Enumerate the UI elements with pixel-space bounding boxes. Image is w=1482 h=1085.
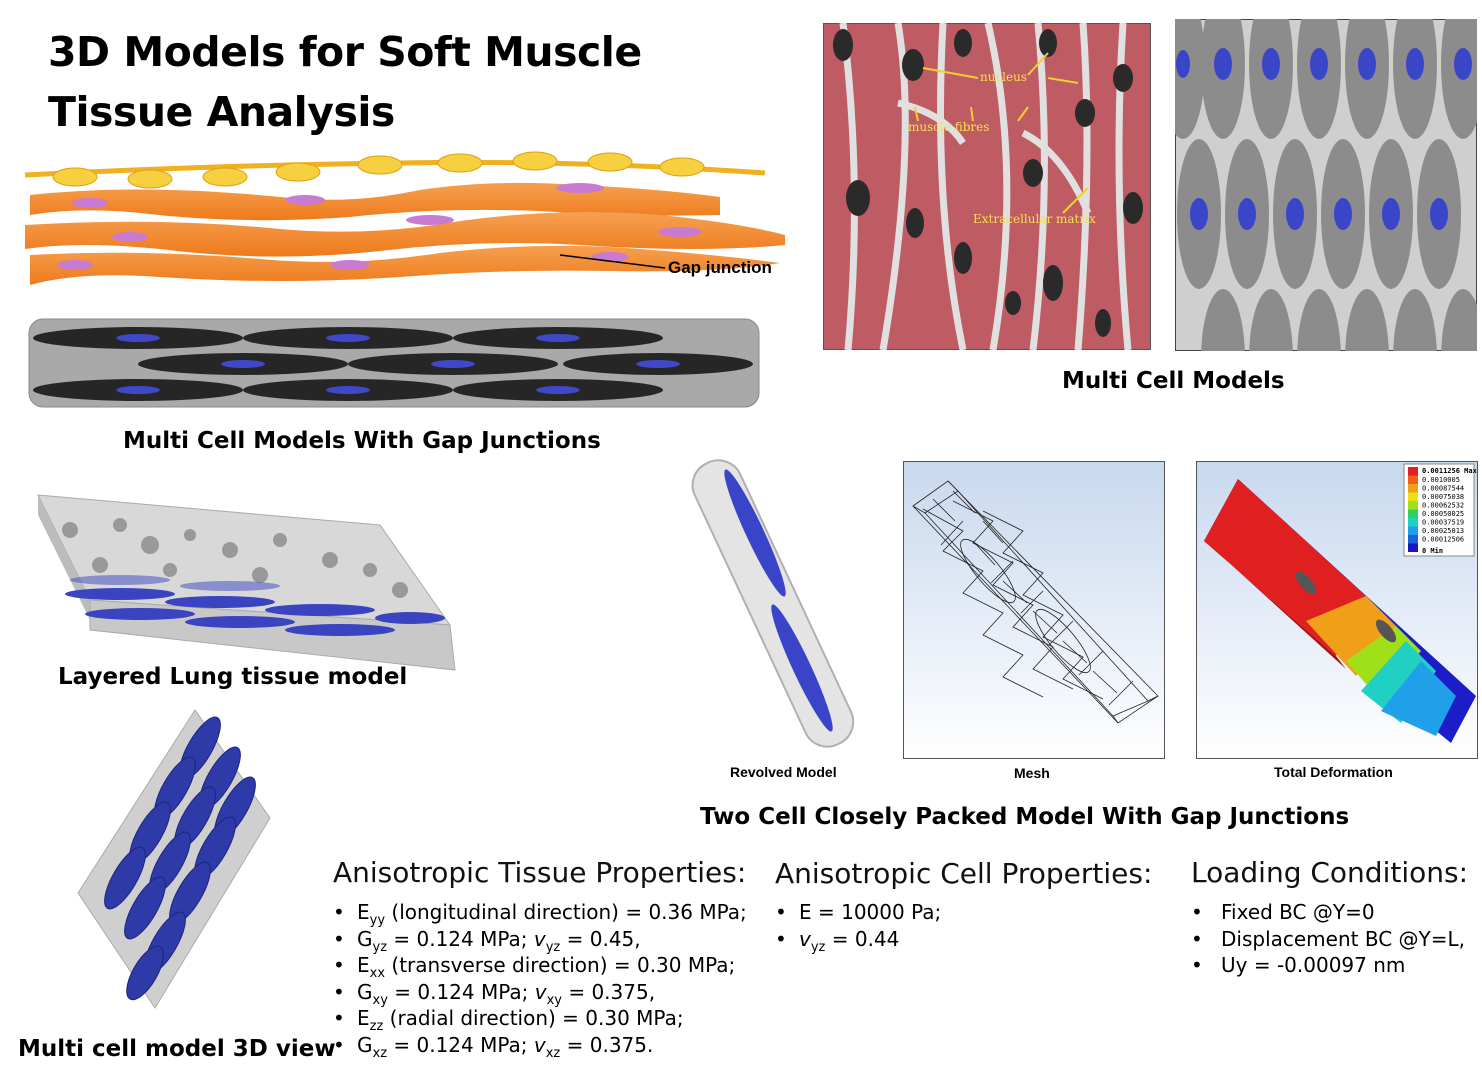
- mesh-figure: [903, 461, 1165, 759]
- tissue-properties-heading: Anisotropic Tissue Properties:: [333, 856, 747, 889]
- list-item: • Fixed BC @Y=0: [1191, 899, 1465, 926]
- legend-min: 0 Min: [1422, 547, 1444, 555]
- revolved-model-figure: [670, 458, 882, 758]
- caption-mesh: Mesh: [1014, 765, 1050, 781]
- caption-multi-cell-gap: Multi Cell Models With Gap Junctions: [123, 428, 601, 454]
- caption-layered-lung: Layered Lung tissue model: [58, 664, 408, 690]
- legend-value: 0.00025013: [1422, 527, 1465, 535]
- list-item: • $E_{zz}$ (radial direction) = 0.30 MPa;: [333, 1005, 747, 1032]
- legend-value: 0.00037519: [1422, 518, 1465, 527]
- page-title: 3D Models for Soft Muscle Tissue Analysis: [48, 28, 642, 136]
- legend-swatch: [1408, 501, 1418, 510]
- muscle-fibres-label: muscle fibres: [908, 120, 990, 134]
- total-deformation-figure: [1196, 461, 1478, 759]
- legend-value: 0.00050025: [1422, 510, 1465, 518]
- gap-junction-label: Gap junction: [668, 258, 772, 277]
- legend-swatch: [1408, 467, 1418, 476]
- legend-max: 0.0011256 Max: [1422, 467, 1477, 475]
- list-item: • $G_{xy} = 0.124$ MPa; $v_{xy} = 0.375$,: [333, 979, 747, 1006]
- caption-multi-cell-3d: Multi cell model 3D view: [18, 1036, 336, 1062]
- list-item: • E = 10000 Pa;: [775, 899, 941, 926]
- legend-swatch: [1408, 510, 1418, 519]
- legend-value: 0.00062532: [1422, 501, 1465, 510]
- legend-swatch: [1408, 518, 1418, 527]
- multi-cell-3d-view-figure: [75, 708, 275, 1013]
- legend-swatch: [1408, 544, 1418, 553]
- legend-swatch: [1408, 476, 1418, 485]
- tissue-properties-list: [333, 899, 747, 1061]
- caption-total-deformation: Total Deformation: [1274, 764, 1393, 780]
- legend-swatch: [1408, 527, 1418, 536]
- legend-value: 0.00087544: [1422, 484, 1465, 493]
- cell-properties-list: [775, 899, 942, 955]
- list-item: • $G_{yz} = 0.124$ MPa; $v_{yz} = 0.45$,: [333, 926, 747, 953]
- loading-conditions-heading: Loading Conditions:: [1191, 856, 1469, 889]
- caption-two-cell: Two Cell Closely Packed Model With Gap Junctions: [700, 804, 1350, 830]
- ecm-label: Extracellular matrix: [973, 212, 1096, 226]
- legend-swatch: [1408, 484, 1418, 493]
- list-item: • $E_{xx}$ (transverse direction) = 0.30 MPa;: [333, 952, 747, 979]
- layered-lung-tissue-figure: [30, 490, 460, 675]
- legend-value: 0.00012506: [1422, 535, 1465, 544]
- legend-value: 0.0010005: [1422, 476, 1460, 484]
- legend-swatch: [1408, 493, 1418, 502]
- list-item: • $G_{xz} = 0.124$ MPa; $v_{xz} = 0.375$.: [333, 1032, 747, 1059]
- smooth-muscle-gap-junction-figure: [20, 145, 820, 295]
- nucleus-label: nucleus: [980, 70, 1028, 84]
- multi-cell-gap-junction-model: [28, 318, 762, 410]
- caption-multi-cell: Multi Cell Models: [1062, 368, 1285, 394]
- list-item: • $v_{yz} = 0.44$: [775, 926, 941, 953]
- muscle-histology-figure: [823, 23, 1151, 350]
- cell-properties-heading: Anisotropic Cell Properties:: [775, 857, 1153, 890]
- list-item: • $E_{yy}$ (longitudinal direction) = 0.36 MPa;: [333, 899, 747, 926]
- multi-cell-grey-model: [1175, 19, 1477, 351]
- loading-conditions-list: [1191, 899, 1465, 979]
- list-item: • Uy = -0.00097 nm: [1191, 952, 1465, 979]
- list-item: • Displacement BC @Y=L,: [1191, 926, 1465, 953]
- caption-revolved: Revolved Model: [730, 764, 837, 780]
- legend-value: 0.00075038: [1422, 493, 1465, 501]
- legend-swatch: [1408, 535, 1418, 544]
